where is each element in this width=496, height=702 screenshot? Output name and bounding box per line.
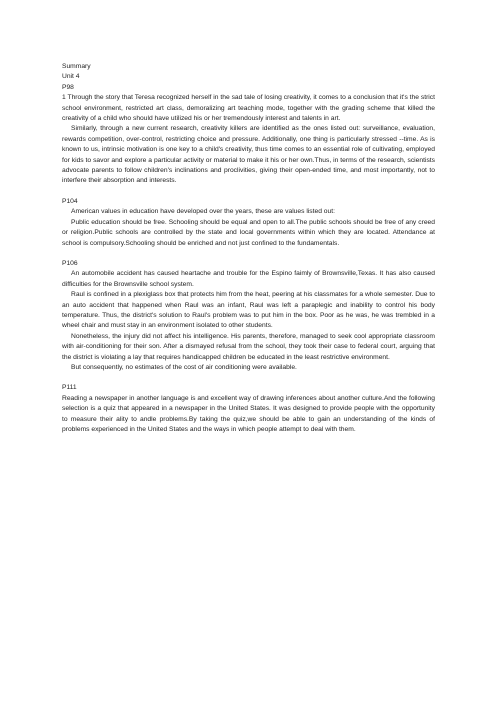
page-ref-p98: P98 — [62, 83, 74, 91]
page-ref-p104: P104 — [62, 197, 78, 205]
p98-paragraph-2: Similarly, through a new current research, creativity killers are identified as the ones listed out: surveillance, evaluation, rewards competition, over-control, restricting choice and pressure. Additionally, one thing is particularly stressed --time. As is known to us, intrinsic motivation is one key to a child's creativity, thus time comes to an essential role of cultivating, employed for kids to savor and explore a particular activity or material to make it his or her own.Thus, in terms of the research, scientists advocate parents to follow children's inclinations and proclivities, giving their open-ended time, and most importantly, not to interfere their absorption and interests. — [62, 125, 435, 185]
p106-paragraph-4: But consequently, no estimates of the cost of air conditioning were available. — [71, 363, 297, 371]
p98-paragraph-1: 1 Through the story that Teresa recognized herself in the sad tale of losing creativity, it comes to a conclusion that it's the strict school environment, restricted art class, demoralizing art teaching mode, together with the grading scheme that killed the creativity of a child who should have utilized his or her tremendously interest and talents in art. — [62, 94, 435, 123]
p104-paragraph-1: American values in education have developed over the years, these are values listed out: — [71, 208, 335, 216]
p106-paragraph-1: An automobile accident has caused heartache and trouble for the Espino faimly of Brownsville,Texas. It has also caused difficulties for the Brownsville school system. — [62, 270, 435, 288]
p104-paragraph-2: Public education should be free. Schooling should be equal and open to all.The public schools should be free of any creed or religion.Public schools are controlled by the state and local governments within which they are located. Attendance at school is compulsory.Schooling should be enriched and not just confined to the fundamentals. — [62, 218, 435, 247]
unit-label: Unit 4 — [62, 73, 80, 81]
p111-paragraph-1: Reading a newspaper in another language is and excellent way of drawing inferences about another culture.And the following selection is a quiz that appeared in a newspaper in the United States. It was designed to provide people with the opportunity to measure their ality to andle problems.By taking the quiz,we should be able to gain an understanding of the kinds of problems experienced in the United States and the ways in which people attempt to deal with them. — [62, 394, 435, 433]
page-ref-p106: P106 — [62, 259, 78, 267]
page-ref-p111: P111 — [62, 384, 77, 392]
p106-paragraph-2: Raul is confined in a plexiglass box that protects him from the heat, peering at his classmates for a whole semester. Due to an auto accident that happened when Raul was an infant, Raul was left a paraplegic and inability to control his body temperature. Thus, the district's solution to Raul's problem was to put him in the box. Poor as he was, he was trembled in a wheel chair and must stay in an environment isolated to other students. — [62, 291, 435, 330]
p106-paragraph-3: Nonetheless, the injury did not affect his intelligence. His parents, therefore, managed to seek cool appropriate classroom with air-conditioning for their son. After a dismayed refusal from the school, they took their case to federal court, arguing that the district is violating a lay that requires handicapped children be educated in the least restrictive environment. — [62, 332, 435, 361]
doc-title: Summary — [62, 63, 91, 70]
